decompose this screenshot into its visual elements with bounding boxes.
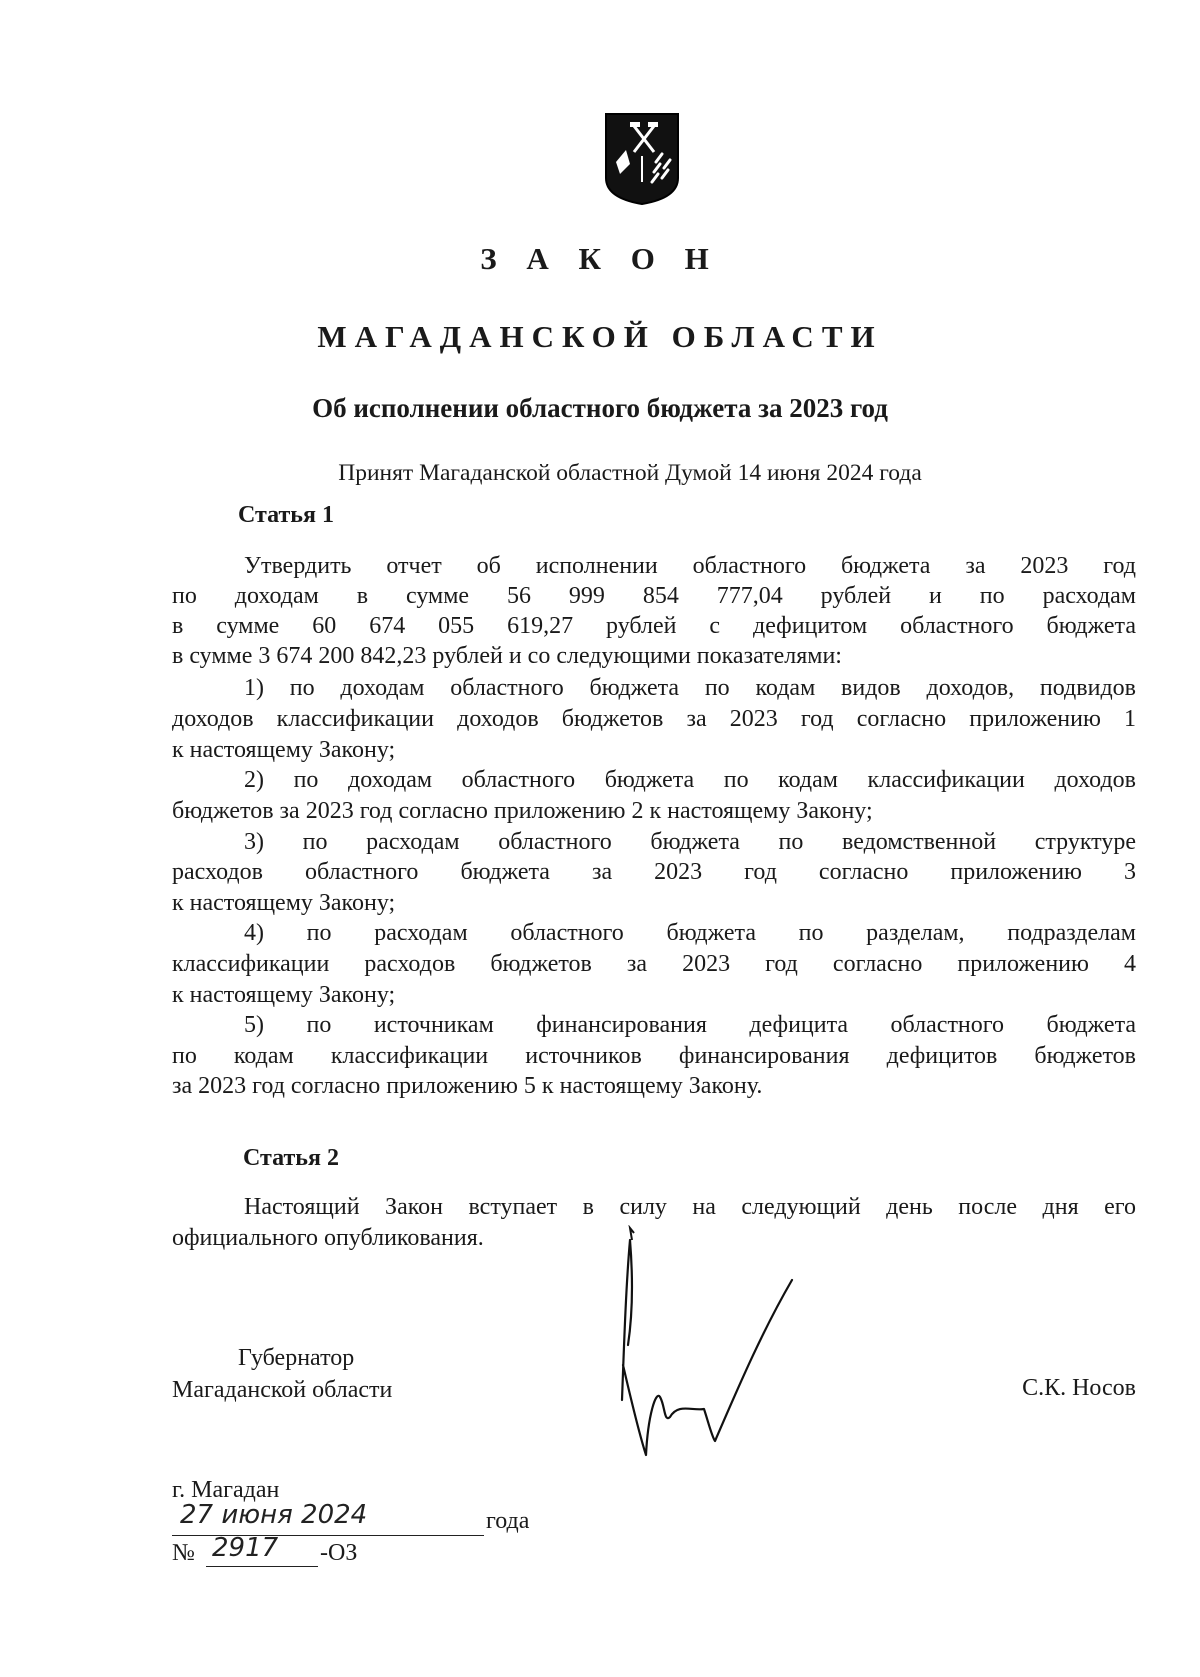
article-1-line: к настоящему Закону; bbox=[172, 982, 396, 1008]
article-1-heading: Статья 1 bbox=[238, 502, 334, 528]
year-word: года bbox=[486, 1508, 530, 1534]
article-1-line: расходов областного бюджета за 2023 год согласно приложению 3 bbox=[172, 859, 1136, 885]
article-1-line: доходов классификации доходов бюджетов за 2023 год согласно приложению 1 bbox=[172, 706, 1136, 732]
handwritten-number: 2917 bbox=[212, 1533, 279, 1563]
article-1-line: 1) по доходам областного бюджета по кодам видов доходов, подвидов bbox=[244, 675, 1136, 701]
adoption-note: Принят Магаданской областной Думой 14 июня 2024 года bbox=[338, 460, 922, 486]
handwritten-signature bbox=[620, 1225, 820, 1460]
article-2-line: Настоящий Закон вступает в силу на следующий день после дня его bbox=[244, 1194, 1136, 1220]
signatory-position: Губернатор bbox=[238, 1345, 355, 1371]
article-1-line: по кодам классификации источников финансирования дефицитов бюджетов bbox=[172, 1043, 1136, 1069]
article-1-line: 2) по доходам областного бюджета по кодам классификации доходов bbox=[244, 767, 1136, 793]
coat-of-arms-icon bbox=[604, 112, 680, 206]
law-title: Об исполнении областного бюджета за 2023 год bbox=[312, 393, 888, 423]
city-label: г. Магадан bbox=[172, 1477, 280, 1503]
signatory-name: С.К. Носов bbox=[1022, 1375, 1136, 1401]
article-1-line: в сумме 60 674 055 619,27 рублей с дефицитом областного бюджета bbox=[172, 613, 1136, 639]
number-underline bbox=[206, 1566, 318, 1567]
signatory-region: Магаданской области bbox=[172, 1377, 393, 1403]
article-1-line: Утвердить отчет об исполнении областного бюджета за 2023 год bbox=[244, 553, 1136, 579]
article-1-line: за 2023 год согласно приложению 5 к настоящему Закону. bbox=[172, 1073, 763, 1099]
article-1-line: в сумме 3 674 200 842,23 рублей и со следующими показателями: bbox=[172, 643, 842, 669]
document-type-title: З А К О Н bbox=[480, 241, 720, 276]
article-1-line: по доходам в сумме 56 999 854 777,04 рублей и по расходам bbox=[172, 583, 1136, 609]
article-1-line: 3) по расходам областного бюджета по ведомственной структуре bbox=[244, 829, 1136, 855]
number-prefix: № bbox=[172, 1540, 195, 1566]
article-1-line: классификации расходов бюджетов за 2023 год согласно приложению 4 bbox=[172, 951, 1136, 977]
article-1-line: 4) по расходам областного бюджета по разделам, подразделам bbox=[244, 920, 1136, 946]
article-1-line: 5) по источникам финансирования дефицита областного бюджета bbox=[244, 1012, 1136, 1038]
article-2-line: официального опубликования. bbox=[172, 1225, 484, 1251]
article-1-line: бюджетов за 2023 год согласно приложению 2 к настоящему Закону; bbox=[172, 798, 873, 824]
handwritten-date: 27 июня 2024 bbox=[180, 1500, 368, 1530]
number-suffix: -ОЗ bbox=[320, 1540, 358, 1566]
article-1-line: к настоящему Закону; bbox=[172, 737, 396, 763]
article-1-line: к настоящему Закону; bbox=[172, 890, 396, 916]
region-title: МАГАДАНСКОЙ ОБЛАСТИ bbox=[317, 319, 883, 354]
article-2-heading: Статья 2 bbox=[243, 1145, 339, 1171]
